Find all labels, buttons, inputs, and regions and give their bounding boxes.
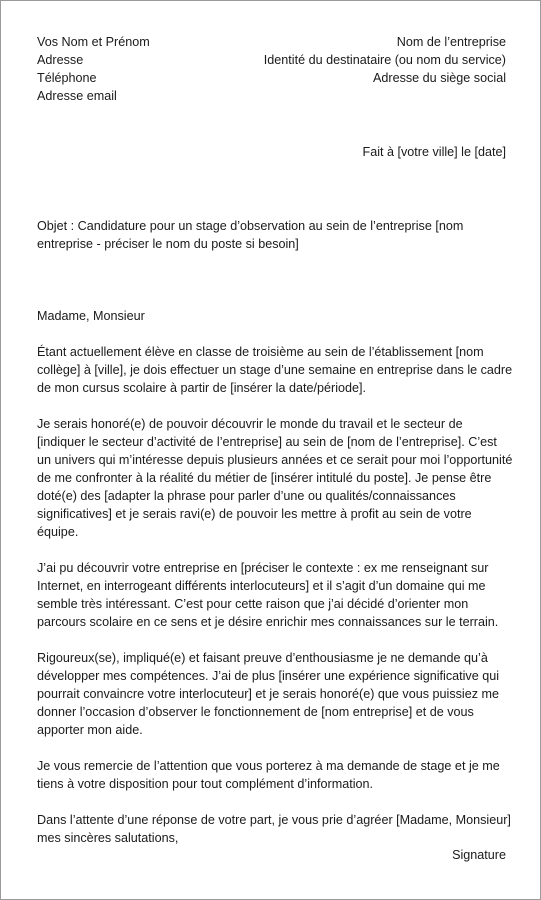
paragraph-motivation: Je serais honoré(e) de pouvoir découvrir le monde du travail et le secteur de [indiquer le secteur d’activité de l’entreprise] au sein de [nom de l’entreprise]. C’est un univers qui m’intéresse depuis plusieurs années et ce serait pour moi l’opportunité de me confronter à la réalité du métier de [insérer intitulé du poste]. Je pense être doté(e) des [adapter la phrase pour parler d’une ou qualités/connaissances significatives] et je serais ravi(e) de pouvoir les mettre à profit au sein de votre équipe.: [37, 417, 513, 539]
paragraph-closing: Dans l’attente d’une réponse de votre part, je vous prie d’agréer [Madame, Monsieur] mes sincères salutations,: [37, 813, 511, 845]
letter-body: [37, 307, 513, 865]
paragraph-discovery: J’ai pu découvrir votre entreprise en [préciser le contexte : ex me renseignant sur Internet, en interrogeant différents interlocuteurs] et il s’agit d’un domaine qui me semble très intéressant. C’est pour cette raison que j’ai décidé d’orienter mon parcours scolaire en ce sens et je désire enrichir mes connaissances sur le terrain.: [37, 561, 499, 629]
recipient-company: Nom de l’entreprise: [396, 35, 506, 49]
paragraph-qualities: Rigoureux(se), impliqué(e) et faisant preuve d’enthousiasme je ne demande qu’à développer mes compétences. J’ai de plus [insérer une expérience significative qui pourrait convaincre votre interlocuteur] et je serais honoré(e) que vous puissiez me donner l’occasion d’observer le fonctionnement de [nom entreprise] et de vous apporter mon aide.: [37, 651, 500, 737]
sender-block: [37, 33, 150, 105]
recipient-contact: Identité du destinataire (ou nom du service): [263, 53, 506, 67]
place-and-date: Fait à [votre ville] le [date]: [362, 145, 506, 159]
sender-email: Adresse email: [37, 89, 117, 103]
sender-phone: Téléphone: [37, 71, 97, 85]
salutation: Madame, Monsieur: [37, 309, 145, 323]
paragraph-thanks: Je vous remercie de l’attention que vous porterez à ma demande de stage et je me tiens à votre disposition pour tout complément d’information.: [37, 759, 500, 791]
signature: Signature: [452, 848, 506, 862]
subject-line: Objet : Candidature pour un stage d’observation au sein de l’entreprise [nom entreprise - préciser le nom du poste si besoin]: [37, 219, 464, 251]
recipient-block: [264, 33, 506, 87]
paragraph-introduction: Étant actuellement élève en classe de troisième au sein de l’établissement [nom collège] à [ville], je dois effectuer un stage d’une semaine en entreprise dans le cadre de mon cursus scolaire à partir de [insérer la date/période].: [37, 345, 513, 395]
recipient-headquarters: Adresse du siège social: [372, 71, 506, 85]
sender-name: Vos Nom et Prénom: [37, 35, 150, 49]
sender-address: Adresse: [37, 53, 84, 67]
